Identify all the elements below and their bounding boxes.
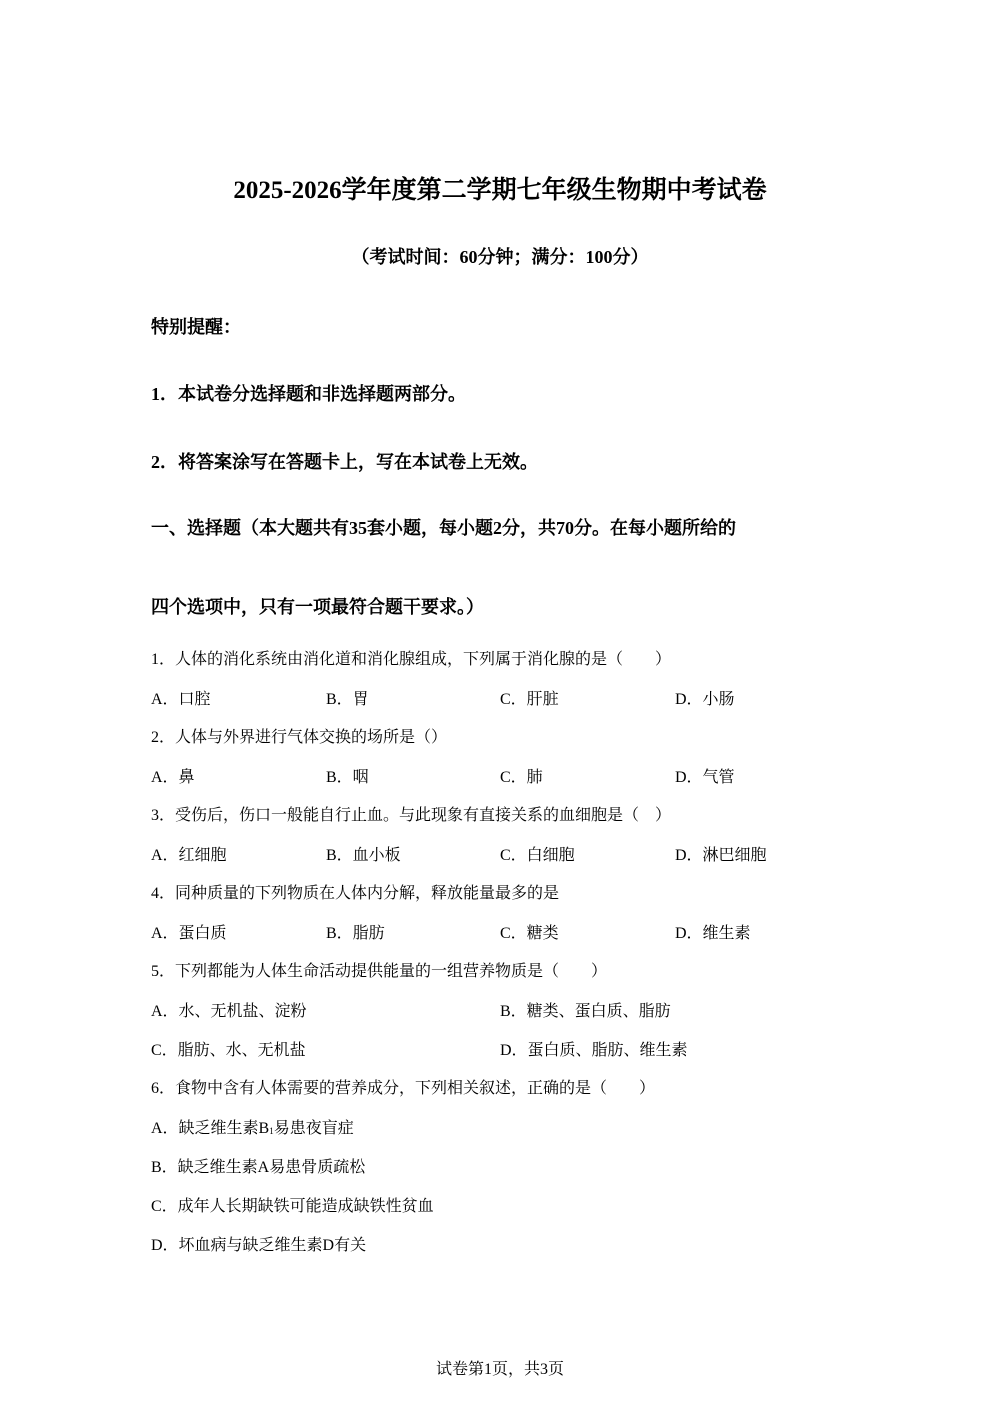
notice-item: 1．本试卷分选择题和非选择题两部分。 [151, 384, 466, 404]
option-b: B．糖类、蛋白质、脂肪 [500, 1003, 671, 1020]
option-d: D．坏血病与缺乏维生素D有关 [151, 1237, 367, 1254]
question-stem: 4．同种质量的下列物质在人体内分解，释放能量最多的是 [151, 885, 560, 902]
option-a [151, 1115, 354, 1138]
option-a: A．蛋白质 [151, 925, 227, 942]
option-d: D．小肠 [675, 691, 735, 708]
option-a: A．红细胞 [151, 847, 227, 864]
question-stem: 2．人体与外界进行气体交换的场所是（） [151, 729, 448, 746]
page-footer: 试卷第1页，共3页 [435, 1361, 564, 1378]
option-b: B．咽 [326, 769, 369, 786]
option-c: C．白细胞 [500, 847, 575, 864]
option-d: D．维生素 [675, 925, 751, 942]
exam-subtitle: （考试时间：60分钟；满分：100分） [351, 247, 649, 267]
question-stem: 1．人体的消化系统由消化道和消化腺组成，下列属于消化腺的是（ ） [151, 651, 672, 668]
option-c: C．脂肪、水、无机盐 [151, 1042, 306, 1059]
notice-item: 2．将答案涂写在答题卡上，写在本试卷上无效。 [151, 452, 538, 472]
option-a-text: A．缺乏维生素B [151, 1120, 270, 1137]
option-c: C．肺 [500, 769, 543, 786]
section-heading-cont: 四个选项中，只有一项最符合题干要求。） [151, 597, 484, 617]
section-heading: 一、选择题（本大题共有35套小题，每小题2分，共70分。在每小题所给的 [151, 518, 736, 538]
question-stem: 5．下列都能为人体生命活动提供能量的一组营养物质是（ ） [151, 963, 608, 980]
option-c: C．糖类 [500, 925, 559, 942]
option-a: A．鼻 [151, 769, 195, 786]
subscript: 1 [269, 1126, 274, 1136]
option-b: B．胃 [326, 691, 369, 708]
option-d: D．气管 [675, 769, 735, 786]
option-a: A．水、无机盐、淀粉 [151, 1003, 307, 1020]
notice-heading: 特别提醒： [151, 317, 241, 337]
option-b: B．血小板 [326, 847, 401, 864]
option-c: C．肝脏 [500, 691, 559, 708]
question-stem: 6．食物中含有人体需要的营养成分，下列相关叙述，正确的是（ ） [151, 1080, 656, 1097]
option-b: B．缺乏维生素A易患骨质疏松 [151, 1159, 366, 1176]
option-d: D．蛋白质、脂肪、维生素 [500, 1042, 688, 1059]
question-stem: 3．受伤后，伤口一般能自行止血。与此现象有直接关系的血细胞是（ ） [151, 807, 672, 824]
option-a-text-end: 易患夜盲症 [273, 1120, 354, 1137]
option-b: B．脂肪 [326, 925, 385, 942]
option-c: C．成年人长期缺铁可能造成缺铁性贫血 [151, 1198, 434, 1215]
exam-title: 2025-2026学年度第二学期七年级生物期中考试卷 [233, 177, 767, 204]
option-d: D．淋巴细胞 [675, 847, 767, 864]
option-a: A．口腔 [151, 691, 211, 708]
